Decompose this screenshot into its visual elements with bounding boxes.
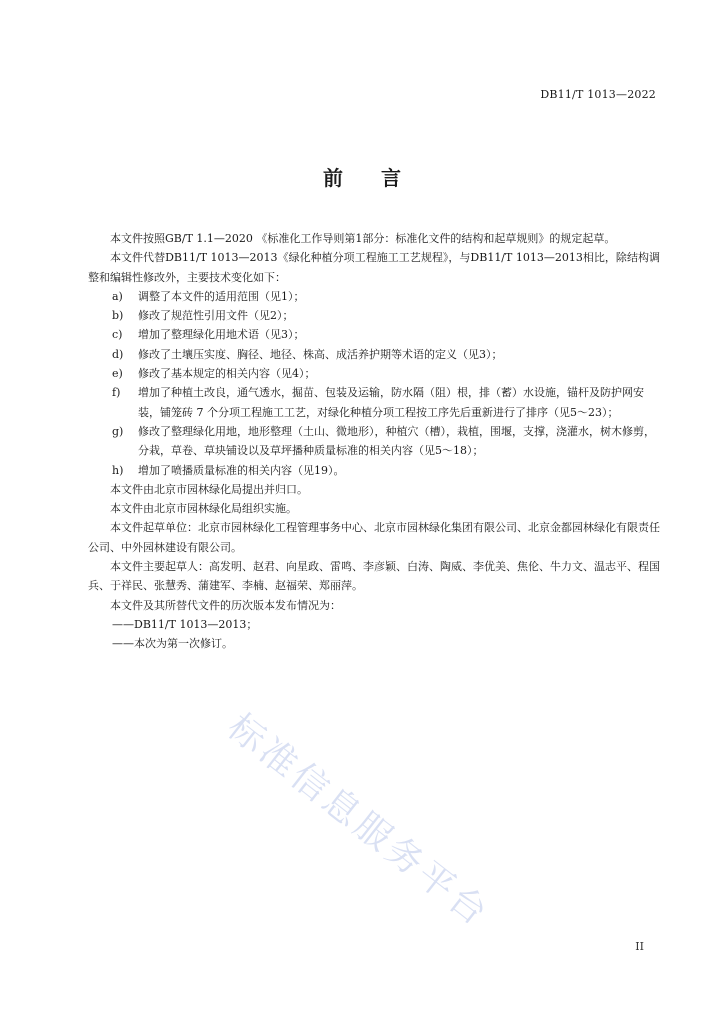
history-item: ——DB11/T 1013—2013；	[112, 617, 258, 631]
list-item	[88, 345, 660, 364]
foreword-body	[88, 229, 660, 654]
list-item-text: 修改了规范性引用文件（见2）；	[138, 309, 294, 323]
list-item-text: 调整了本文件的适用范围（见1）；	[138, 289, 305, 303]
paragraph-proposed-by: 本文件由北京市园林绿化局提出并归口。	[110, 482, 308, 496]
list-item	[88, 364, 660, 383]
paragraph-replacement: 本文件代替DB11/T 1013—2013《绿化种植分项工程施工工艺规程》，与DB11/T 1013—2013相比，除结构调整和编辑性修改外，主要技术变化如下：	[88, 251, 660, 284]
paragraph-history-intro: 本文件及其所替代文件的历次版本发布情况为：	[110, 598, 341, 612]
page-number: II	[635, 940, 644, 953]
list-mark: f)	[112, 386, 121, 400]
paragraph-organized-by: 本文件由北京市园林绿化局组织实施。	[110, 502, 297, 516]
list-item	[88, 461, 660, 480]
history-item: ——本次为第一次修订。	[112, 637, 233, 651]
watermark: 标准信息服务平台	[219, 706, 498, 936]
list-item-text: 修改了土壤压实度、胸径、地径、株高、成活养护期等术语的定义（见3）；	[138, 347, 503, 361]
page-title	[0, 162, 724, 191]
changes-list	[88, 287, 660, 480]
list-item	[88, 287, 660, 306]
list-mark: e)	[112, 367, 123, 381]
standard-code: DB11/T 1013—2022	[540, 88, 656, 101]
list-mark: a)	[112, 289, 123, 303]
list-item-text: 增加了整理绿化用地术语（见3）；	[138, 328, 305, 342]
list-item-text: 增加了种植土改良，通气透水，掘苗、包装及运输，防水隔（阻）根，排（蓄）水设施，锚杆及防护网安装，铺笼砖 7 个分项工程施工工艺，对绿化种植分项工程按工序先后重新进行了排序（见5～23）；	[138, 386, 644, 419]
list-item	[88, 383, 660, 422]
title-char-2: 言	[381, 166, 401, 190]
list-mark: d)	[112, 347, 124, 361]
list-item-text: 修改了整理绿化用地，地形整理（土山、微地形），种植穴（槽），栽植，围堰，支撑，浇灌水，树木修剪，分栽，草卷、草块铺设以及草坪播种质量标准的相关内容（见5～18）；	[138, 424, 655, 458]
list-mark: c)	[112, 328, 123, 342]
list-item-text: 修改了基本规定的相关内容（见4）；	[138, 367, 316, 381]
paragraph-drafting-units: 本文件起草单位：北京市园林绿化工程管理事务中心、北京市园林绿化集团有限公司、北京金都园林绿化有限责任公司、中外园林建设有限公司。	[88, 521, 660, 554]
list-mark: g)	[112, 424, 124, 438]
list-item	[88, 325, 660, 344]
list-item-text: 增加了喷播质量标准的相关内容（见19）。	[138, 463, 345, 477]
paragraph-drafting-rule: 本文件按照GB/T 1.1—2020 《标准化工作导则第1部分：标准化文件的结构和起草规则》的规定起草。	[110, 232, 616, 245]
list-item	[88, 306, 660, 325]
list-mark: b)	[112, 309, 124, 323]
title-char-1: 前	[323, 166, 343, 190]
paragraph-drafters: 本文件主要起草人：高发明、赵君、向星政、雷鸣、李彦颖、白涛、陶威、李优美、焦伦、牛力文、温志平、程国兵、于祥民、张慧秀、蒲建军、李楠、赵福荣、郑丽萍。	[88, 560, 660, 593]
list-mark: h)	[112, 463, 124, 477]
list-item	[88, 422, 660, 461]
